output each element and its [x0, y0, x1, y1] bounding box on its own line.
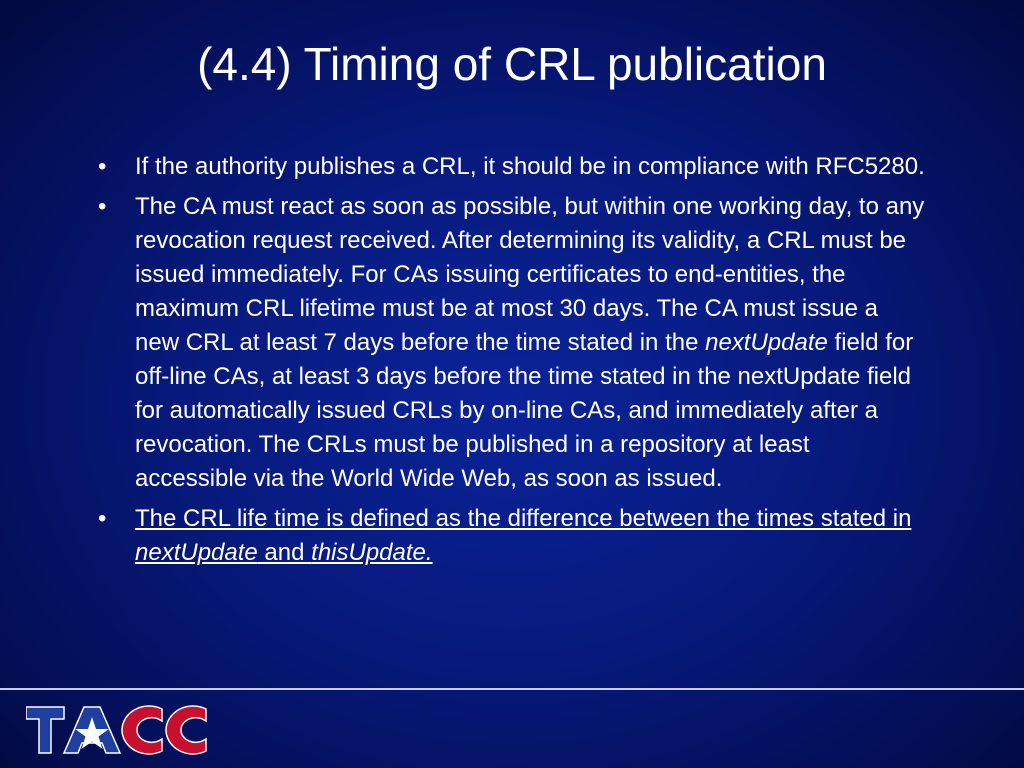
tacc-logo — [26, 703, 208, 755]
bullet-item-2 — [98, 190, 928, 496]
bullet-text-italic-2: thisUpdate. — [311, 539, 433, 566]
bullet-text-italic: nextUpdate — [705, 329, 828, 356]
bullet-text-part-b: and — [257, 539, 312, 566]
bullet-text-part-b: field for off-line CAs, at least 3 days before the time stated in the nextUpdate field for automatically issued CRLs by on-line CAs, and immediately after a revocation. The CRLs must be published in a repository at least accessible via the World Wide Web, as soon as issued. — [135, 329, 914, 492]
bullet-marker: • — [98, 505, 107, 532]
bullet-text-italic-1: nextUpdate — [135, 539, 258, 566]
slide-title: (4.4) Timing of CRL publication — [197, 38, 827, 90]
bullet-text-part-a: The CA must react as soon as possible, but within one working day, to any revocation request received. After determining its validity, a CRL must be issued immediately. For CAs issuing certificates to end-entities, the maximum CRL lifetime must be at most 30 days. The CA must issue a new CRL at least 7 days before the time stated in the — [135, 193, 925, 356]
bullet-text: If the authority publishes a CRL, it should be in compliance with RFC5280. — [135, 153, 925, 180]
footer-divider — [0, 688, 1024, 690]
bullet-item-1 — [98, 150, 928, 184]
bullet-list — [98, 150, 928, 576]
bullet-item-3 — [98, 502, 928, 570]
bullet-marker: • — [98, 153, 107, 180]
bullet-marker: • — [98, 193, 107, 220]
bullet-text-part-a: The CRL life time is defined as the difference between the times stated in — [135, 505, 912, 532]
